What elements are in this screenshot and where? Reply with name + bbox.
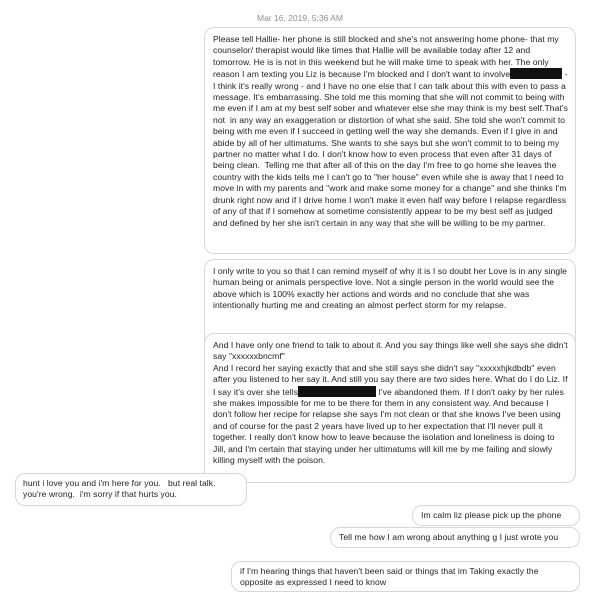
message-text: if I'm hearing things that haven't been said or things that im Taking exactly the opposite as expressed I need to know [240,566,542,588]
message-text: Tell me how I am wrong about anything g I just wrote you [339,532,559,542]
message-text: Im calm liz please pick up the phone [421,510,562,520]
message-bubble-received[interactable] [15,473,247,506]
redaction-block [510,68,562,79]
message-text: Please tell Hallie- her phone is still blocked and she's not answering home phone- that my counselor/ therapist would like times that Hallie will be available today after 12 and tomorrow. He is is not in this weekend but he will make time to speak with her. The only reason I am texting you Liz is because I'm blocked and I don't want to involve - I think it's really wrong - and I have no one else that I can talk about this with even to pass a message. It's embarrassing. She told me this morning that she will not commit to being with me even if I am at my best self sober and whatever else she may think is my best self.That's not in any way an exaggeration or distortion of what she said. She told she won't commit to being with me even if I succeed in getting well the way she demands. Even if I give in and abide by all of her ultimatums. She wants to she says but she won't commit to to being my partner no matter what I do. I don't know how to even process that even after 31 days of being clean. Telling me that after all of this on the day I'm free to go home she leaves the country with the kids tells me I can't go to "her house" even while she is away that I need to move in with my parents and "work and make some money for a change" and she thinks I'm drunk right now and if I drive home I won't make it even half way before I relapse regardless of any of that if I somehow at sometime consistently appear to be my best self as judged and defined by her she isn't certain in any way that she will be willing to be my partner. [213,34,571,228]
redaction-block [298,386,376,397]
message-text: hunt i love you and i'm here for you. but real talk. you're wrong. i'm sorry if that hurts you. [23,478,221,500]
message-bubble-sent[interactable] [412,505,580,526]
message-bubble-sent[interactable] [204,27,576,254]
message-text: And I have only one friend to talk to about it. And you say things like well she says she didn't say "xxxxxxbncmf" And I record her saying exactly that and she still says she didn't say "xxxxxhjkdbdb" even after you listened to her say it. And still you say there are two sides here. What do I do Liz. If I say it's over she tells I've abandoned them. If I don't oaky by her rules she makes impossible for me to be there for them in any consistent way. And because I don't follow her recipe for relapse she says I'm not clean or that she knows I've been using and of course for the past 2 years have lived up to her expectation that I'll never pull it together. I really don't know how to leave because the isolation and loneliness is doing to Jill, and I'm certain that staying under her ultimatums will kill me by me failing and slowly killing myself with the poison. [213,340,568,466]
message-bubble-sent[interactable] [330,527,580,548]
message-text: I only write to you so that I can remind myself of why it is I so doubt her Love is in any single human being or animals perspective love. Not a single person in the world would see the above which is 100% exactly her actions and words and no conclude that she was intentionally hurting me and creating an almost perfect storm for my relapse. [213,266,570,311]
message-bubble-sent[interactable] [231,561,580,592]
thread-timestamp: Mar 16, 2019, 5:36 AM [257,13,343,23]
message-bubble-sent[interactable] [204,333,576,483]
